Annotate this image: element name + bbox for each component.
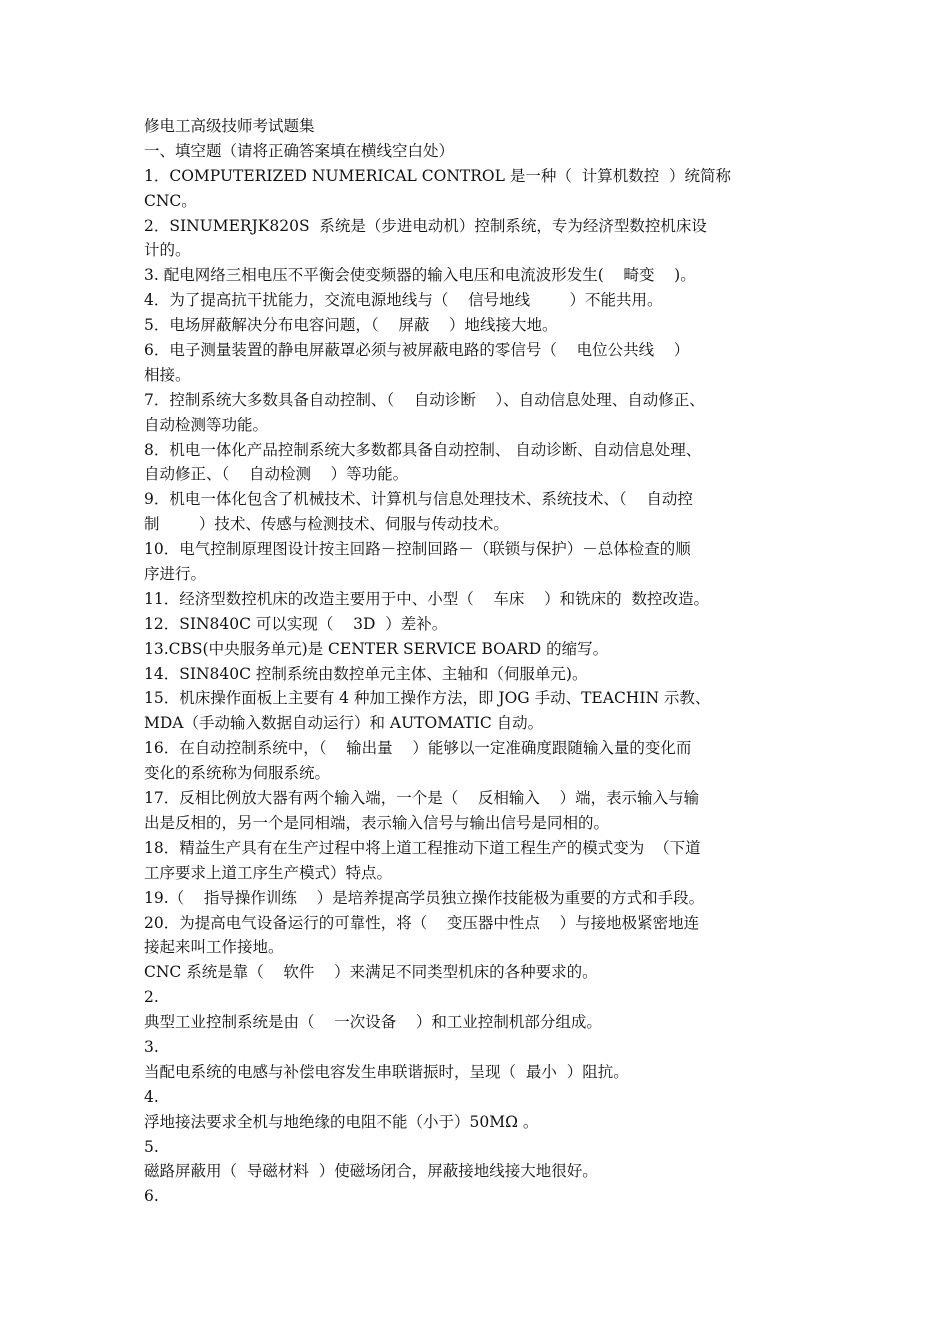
text-line: 10．电气控制原理图设计按主回路－控制回路－（联锁与保护）－总体检查的顺	[144, 540, 691, 559]
document-page	[144, 114, 808, 1209]
text-line: 19.（ 指导操作训练 ）是培养提高学员独立操作技能极为重要的方式和手段。	[144, 888, 705, 907]
document-title: 修电工高级技师考试题集	[144, 117, 315, 135]
text-line: 自动修正、（ 自动检测 ）等功能。	[144, 465, 409, 484]
text-line: 自动检测等功能。	[144, 415, 269, 434]
text-line: 3. 配电网络三相电压不平衡会使变频器的输入电压和电流波形发生( 畸变 )。	[144, 266, 696, 285]
text-line: 11．经济型数控机床的改造主要用于中、小型（ 车床 ）和铣床的 数控改造。	[144, 589, 709, 608]
text-line: CNC。	[144, 191, 197, 210]
text-line: 变化的系统称为伺服系统。	[144, 764, 331, 783]
text-line: 9．机电一体化包含了机械技术、计算机与信息处理技术、系统技术、（ 自动控	[144, 490, 693, 509]
text-line: 7．控制系统大多数具备自动控制、（ 自动诊断 ）、自动信息处理、自动修正、	[144, 390, 705, 409]
text-line: 18．精益生产具有在生产过程中将上道工程推动下道工程生产的模式变为 （下道	[144, 838, 701, 857]
text-line: 计的。	[144, 241, 191, 260]
text-line: 接起来叫工作接地。	[144, 938, 284, 957]
text-line: 6．电子测量装置的静电屏蔽罩必须与被屏蔽电路的零信号（ 电位公共线 ）	[144, 341, 690, 360]
text-line: 13.CBS(中央服务单元)是 CENTER SERVICE BOARD 的缩写。	[144, 639, 609, 658]
text-line: 出是反相的，另一个是同相端，表示输入信号与输出信号是同相的。	[144, 813, 610, 832]
text-line: 4．为了提高抗干扰能力，交流电源地线与（ 信号地线 ）不能共用。	[144, 291, 663, 310]
text-line: 5．电场屏蔽解决分布电容问题，（ 屏蔽 ）地线接大地。	[144, 316, 558, 335]
text-line: 浮地接法要求全机与地绝缘的电阻不能（小于）50MΩ 。	[144, 1112, 539, 1131]
section-heading: 一、填空题（请将正确答案填在横线空白处）	[144, 141, 455, 160]
text-line: 20．为提高电气设备运行的可靠性，将（ 变压器中性点 ）与接地极紧密地连	[144, 913, 700, 932]
text-line: 17．反相比例放大器有两个输入端，一个是（ 反相输入 ）端，表示输入与输	[144, 789, 700, 808]
text-line: 2.	[144, 988, 159, 1007]
text-line: 2．SINUMERJK820S 系统是（步进电动机）控制系统，专为经济型数控机床设	[144, 216, 707, 235]
text-line: 4.	[144, 1087, 159, 1106]
text-line: 12．SIN840C 可以实现（ 3D ）差补。	[144, 614, 448, 633]
text-line: CNC 系统是靠（ 软件 ）来满足不同类型机床的各种要求的。	[144, 963, 598, 982]
text-line: 14．SIN840C 控制系统由数控单元主体、主轴和（伺服单元)。	[144, 664, 588, 683]
text-line: 6.	[144, 1187, 159, 1206]
text-line: 序进行。	[144, 565, 207, 584]
text-line: 5.	[144, 1137, 159, 1156]
text-line: 磁路屏蔽用（ 导磁材料 ）使磁场闭合，屏蔽接地线接大地很好。	[144, 1162, 598, 1181]
text-line: 工序要求上道工序生产模式）特点。	[144, 863, 393, 882]
text-line: 8．机电一体化产品控制系统大多数都具备自动控制、 自动诊断、自动信息处理、	[144, 440, 702, 459]
text-line: 典型工业控制系统是由（ 一次设备 ）和工业控制机部分组成。	[144, 1013, 602, 1032]
text-line: 1．COMPUTERIZED NUMERICAL CONTROL 是一种（ 计算机数控 ）统简称	[144, 166, 732, 185]
text-line: MDA（手动输入数据自动运行）和 AUTOMATIC 自动。	[144, 714, 544, 733]
text-line: 制 ）技术、传感与检测技术、伺服与传动技术。	[144, 515, 509, 534]
text-line: 当配电系统的电感与补偿电容发生串联谐振时，呈现（ 最小 ）阻抗。	[144, 1062, 629, 1081]
text-line: 相接。	[144, 365, 191, 384]
text-line: 15．机床操作面板上主要有 4 种加工操作方法，即 JOG 手动、TEACHIN 示教、	[144, 689, 711, 708]
text-line: 16．在自动控制系统中，（ 输出量 ）能够以一定准确度跟随输入量的变化而	[144, 739, 692, 758]
text-line: 3.	[144, 1037, 159, 1056]
